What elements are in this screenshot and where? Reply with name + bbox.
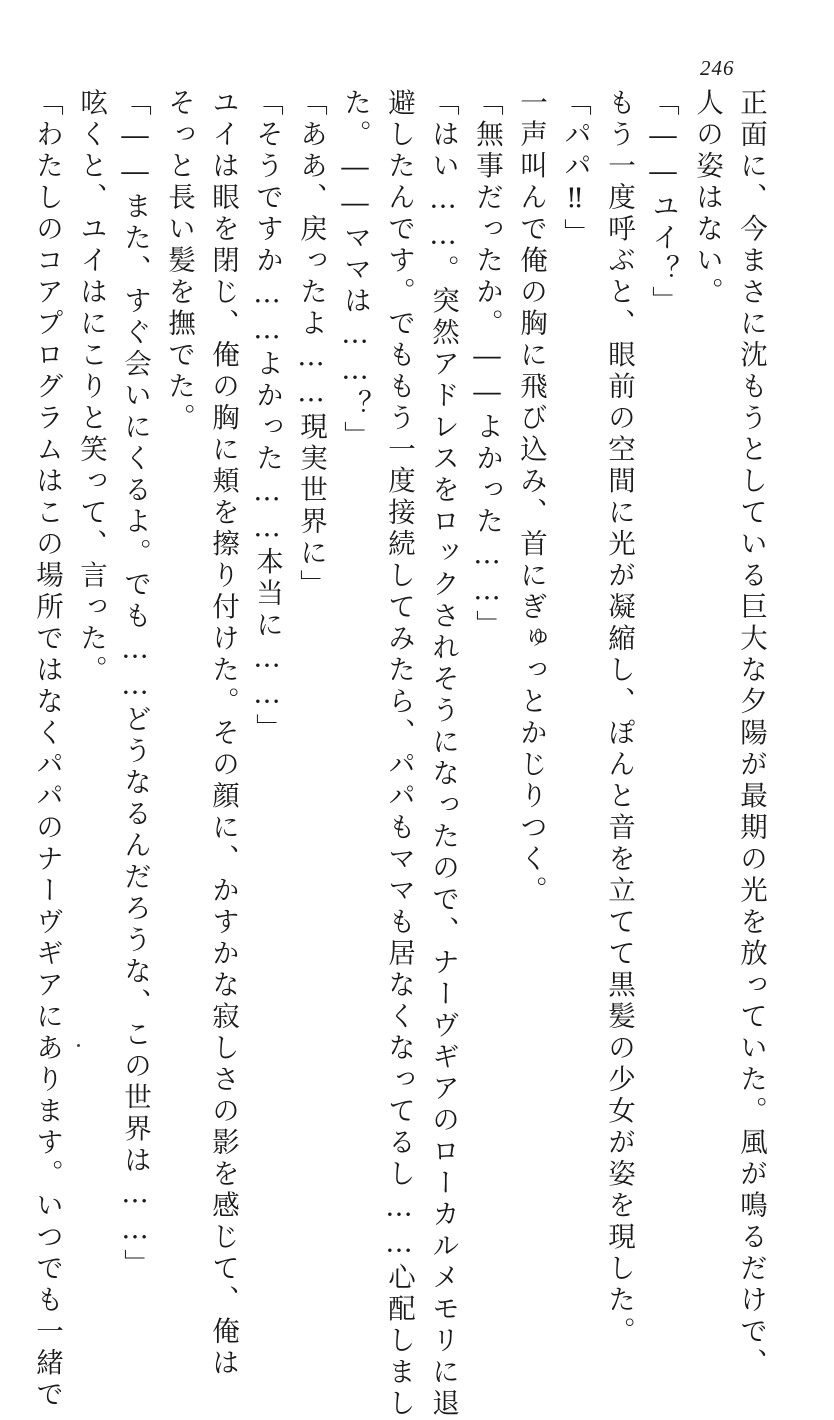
text-line: 「わたしのコアプログラムはこの場所ではなくパパのナーヴギアにあります。いつでも一緒で: [31, 88, 63, 1411]
text-line: 呟くと、ユイはにこりと笑って、言った。: [75, 88, 107, 687]
text-line: た。――ママは……？」: [339, 88, 371, 453]
text-line: 正面に、今まさに沈もうとしている巨大な夕陽が最期の光を放っていた。風が鳴るだけで、: [735, 88, 767, 1380]
text-line: 「ああ、戻ったよ……現実世界に」: [295, 88, 327, 601]
text-line: 「――ユイ？」: [647, 88, 679, 318]
text-line: 人の姿はない。: [691, 88, 723, 309]
text-line: そっと長い髪を撫でた。: [163, 88, 195, 435]
stray-ink-mark: [77, 1044, 80, 1047]
text-line: 「そうですか……よかった……本当に……」: [251, 88, 283, 745]
text-line: 一声叫んで俺の胸に飛び込み、首にぎゅっとかじりつく。: [515, 88, 547, 907]
page-number: 246: [700, 56, 735, 80]
text-line: 「はい……。突然アドレスをロックされそうになったので、ナーヴギアのローカルメモリに退: [427, 88, 459, 1420]
text-line: もう一度呼ぶと、眼前の空間に光が凝縮し、ぽんと音を立てて黒髪の少女が姿を現した。: [603, 88, 635, 1348]
text-line: ユイは眼を閉じ、俺の胸に頬を擦り付けた。その顔に、かすかな寂しさの影を感じて、俺は: [207, 88, 239, 1380]
text-line: 「パパ‼」: [559, 88, 591, 250]
text-line: 避したんです。でももう一度接続してみたら、パパもママも居なくなってるし……心配しまし: [383, 88, 415, 1420]
text-line: 「――また、すぐ会いにくるよ。でも……どうなるんだろうな、この世界は……」: [119, 88, 151, 1281]
novel-text-block: [31, 88, 767, 1420]
text-line: 「無事だったか。――よかった……」: [471, 88, 503, 642]
